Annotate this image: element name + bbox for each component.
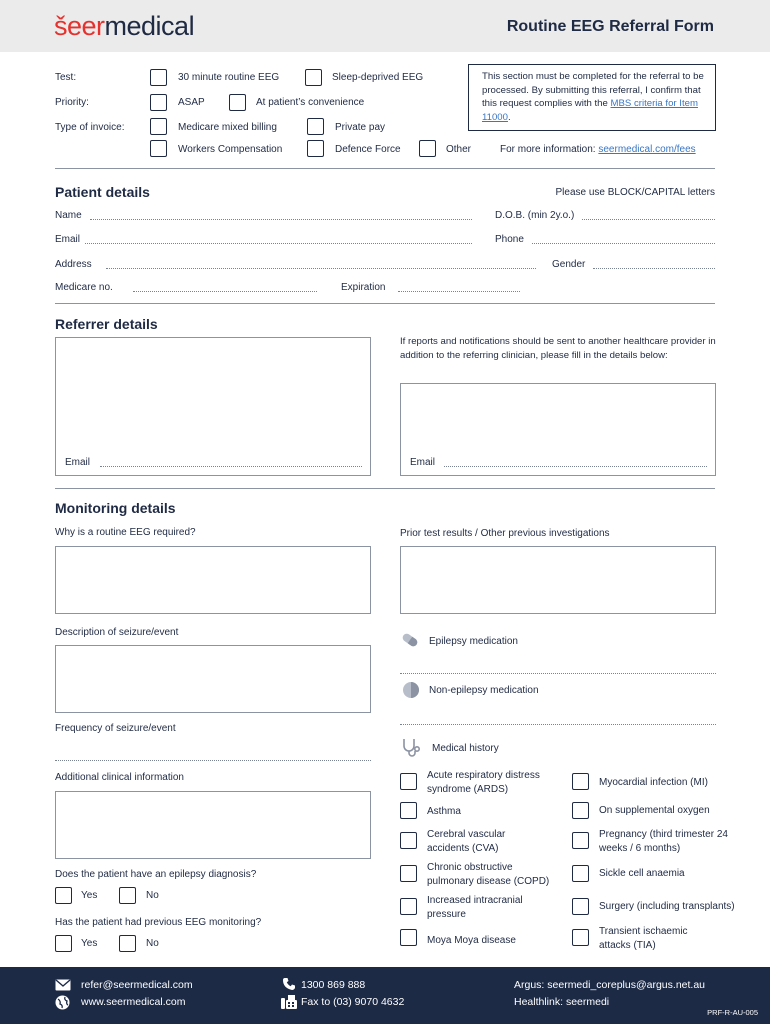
checkbox-tia[interactable] — [572, 929, 589, 946]
diagnosis-question: Does the patient have an epilepsy diagnosis? — [55, 869, 257, 880]
divider — [55, 488, 715, 489]
epilepsy-med-field[interactable] — [400, 673, 716, 674]
checkbox-oxygen[interactable] — [572, 802, 589, 819]
mail-icon — [55, 979, 71, 991]
phone-label: Phone — [495, 234, 524, 245]
history-ards: Acute respiratory distress syndrome (ARDS) — [427, 770, 540, 795]
checkbox-previous-yes[interactable] — [55, 935, 72, 952]
other-provider-email-field[interactable] — [444, 466, 707, 467]
half-circle-icon — [402, 681, 420, 699]
frequency-label: Frequency of seizure/event — [55, 723, 176, 734]
description-box[interactable] — [55, 645, 371, 713]
priority-label: Priority: — [55, 97, 89, 108]
logo: šeermedical — [54, 11, 195, 41]
previous-no-label: No — [146, 938, 159, 949]
footer-web[interactable]: www.seermedical.com — [81, 996, 186, 1008]
checkbox-asap[interactable] — [150, 94, 167, 111]
history-copd: Chronic obstructive pulmonary disease (COPD) — [427, 862, 550, 887]
invoice-opt-medicare: Medicare mixed billing — [178, 122, 277, 133]
name-field[interactable] — [90, 219, 472, 220]
checkbox-pregnancy[interactable] — [572, 832, 589, 849]
footer-argus[interactable]: Argus: seermedi_coreplus@argus.net.au — [514, 979, 706, 991]
history-tia: Transient ischaemic attacks (TIA) — [599, 926, 688, 951]
invoice-label: Type of invoice: — [55, 122, 125, 133]
priority-opt-convenience: At patient’s convenience — [256, 97, 365, 108]
more-info — [500, 144, 696, 155]
expiration-field[interactable] — [398, 291, 520, 292]
invoice-opt-other: Other — [446, 144, 472, 155]
referrer-email-field[interactable] — [100, 466, 362, 467]
footer-email[interactable]: refer@seermedical.com — [81, 979, 193, 991]
divider — [55, 168, 715, 169]
invoice-opt-defence: Defence Force — [335, 144, 401, 155]
monitoring-heading: Monitoring details — [55, 500, 176, 516]
address-label: Address — [55, 259, 92, 270]
priority-opt-asap: ASAP — [178, 97, 205, 108]
checkbox-defence[interactable] — [307, 140, 324, 157]
history-cva: Cerebral vascular accidents (CVA) — [427, 829, 506, 854]
history-mi: Myocardial infection (MI) — [599, 777, 708, 788]
checkbox-diagnosis-yes[interactable] — [55, 887, 72, 904]
checkbox-asthma[interactable] — [400, 802, 417, 819]
email-field[interactable] — [85, 243, 472, 244]
footer — [0, 967, 770, 1024]
history-sickle: Sickle cell anaemia — [599, 868, 685, 879]
footer-phone[interactable]: 1300 869 888 — [301, 979, 366, 991]
more-info-text: For more information: — [500, 144, 599, 155]
checkbox-icp[interactable] — [400, 898, 417, 915]
diagnosis-yes-label: Yes — [81, 890, 98, 901]
stethoscope-icon — [400, 737, 422, 759]
patient-heading: Patient details — [55, 184, 150, 200]
test-opt-sleep: Sleep-deprived EEG — [332, 72, 424, 83]
footer-healthlink[interactable]: Healthlink: seermedi — [514, 996, 610, 1008]
additional-label: Additional clinical information — [55, 772, 184, 783]
why-box[interactable] — [55, 546, 371, 614]
fees-link[interactable]: seermedical.com/fees — [598, 144, 696, 155]
description-label: Description of seizure/event — [55, 627, 179, 638]
checkbox-sleep-deprived[interactable] — [305, 69, 322, 86]
non-epilepsy-med-field[interactable] — [400, 724, 716, 725]
gender-field[interactable] — [593, 268, 715, 269]
checkbox-moya[interactable] — [400, 929, 417, 946]
pill-icon — [400, 631, 420, 649]
medical-history-label: Medical history — [432, 743, 499, 754]
dob-label: D.O.B. (min 2y.o.) — [495, 210, 575, 221]
dob-field[interactable] — [582, 219, 715, 220]
checkbox-cva[interactable] — [400, 832, 417, 849]
checkbox-copd[interactable] — [400, 865, 417, 882]
checkbox-private-pay[interactable] — [307, 118, 324, 135]
epilepsy-med-label: Epilepsy medication — [429, 636, 518, 647]
referrer-box[interactable] — [55, 337, 371, 476]
expiration-label: Expiration — [341, 282, 386, 293]
checkbox-diagnosis-no[interactable] — [119, 887, 136, 904]
test-opt-30min: 30 minute routine EEG — [178, 72, 280, 83]
medicare-field[interactable] — [133, 291, 317, 292]
other-provider-box[interactable] — [400, 383, 716, 476]
email-label: Email — [55, 234, 81, 245]
prior-label: Prior test results / Other previous investigations — [400, 528, 610, 539]
gender-label: Gender — [552, 259, 586, 270]
invoice-opt-workers: Workers Compensation — [178, 144, 283, 155]
checkbox-sickle[interactable] — [572, 865, 589, 882]
prior-box[interactable] — [400, 546, 716, 614]
checkbox-convenience[interactable] — [229, 94, 246, 111]
mbs-criteria-link[interactable]: MBS criteria for Item 11000 — [482, 98, 698, 123]
previous-yes-label: Yes — [81, 938, 98, 949]
compliance-notice — [468, 64, 716, 131]
phone-field[interactable] — [532, 243, 715, 244]
checkbox-previous-no[interactable] — [119, 935, 136, 952]
previous-eeg-question: Has the patient had previous EEG monitoring? — [55, 917, 262, 928]
address-field[interactable] — [106, 268, 536, 269]
globe-icon — [55, 995, 70, 1010]
history-icp: Increased intracranial pressure — [427, 895, 523, 920]
non-epilepsy-med-label: Non-epilepsy medication — [429, 685, 539, 696]
checkbox-surgery[interactable] — [572, 898, 589, 915]
why-label: Why is a routine EEG required? — [55, 527, 196, 538]
history-surgery: Surgery (including transplants) — [599, 901, 735, 912]
notice-text: This section must be completed for the referral to be processed. By submitting this referral, I confirm that this request complies with the — [482, 71, 704, 109]
history-pregnancy: Pregnancy (third trimester 24 weeks / 6 months) — [599, 829, 728, 854]
additional-box[interactable] — [55, 791, 371, 859]
phone-icon — [282, 977, 296, 991]
other-provider-note: If reports and notifications should be sent to another healthcare provider in addition to the referring clinician, please fill in the details below: — [400, 336, 716, 361]
checkbox-ards[interactable] — [400, 773, 417, 790]
medicare-label: Medicare no. — [55, 282, 113, 293]
checkbox-workers-comp[interactable] — [150, 140, 167, 157]
history-oxygen: On supplemental oxygen — [599, 805, 710, 816]
checkbox-mi[interactable] — [572, 773, 589, 790]
form-code: PRF-R-AU-005 — [707, 1008, 758, 1017]
footer-fax[interactable]: Fax to (03) 9070 4632 — [301, 996, 405, 1008]
diagnosis-no-label: No — [146, 890, 159, 901]
referrer-email-label: Email — [65, 457, 91, 468]
other-provider-email-label: Email — [410, 457, 436, 468]
caps-note: Please use BLOCK/CAPITAL letters — [555, 187, 715, 198]
divider — [55, 303, 715, 304]
invoice-opt-private: Private pay — [335, 122, 386, 133]
referrer-heading: Referrer details — [55, 316, 158, 332]
checkbox-30min-eeg[interactable] — [150, 69, 167, 86]
header-bar — [0, 0, 770, 52]
notice-end: . — [507, 111, 511, 123]
history-asthma: Asthma — [427, 806, 461, 817]
frequency-field[interactable] — [55, 760, 371, 761]
name-label: Name — [55, 210, 82, 221]
page-title: Routine EEG Referral Form — [506, 18, 714, 35]
history-moya: Moya Moya disease — [427, 935, 516, 946]
checkbox-other[interactable] — [419, 140, 436, 157]
checkbox-medicare-mixed[interactable] — [150, 118, 167, 135]
fax-icon — [281, 995, 297, 1009]
test-label: Test: — [55, 72, 77, 83]
